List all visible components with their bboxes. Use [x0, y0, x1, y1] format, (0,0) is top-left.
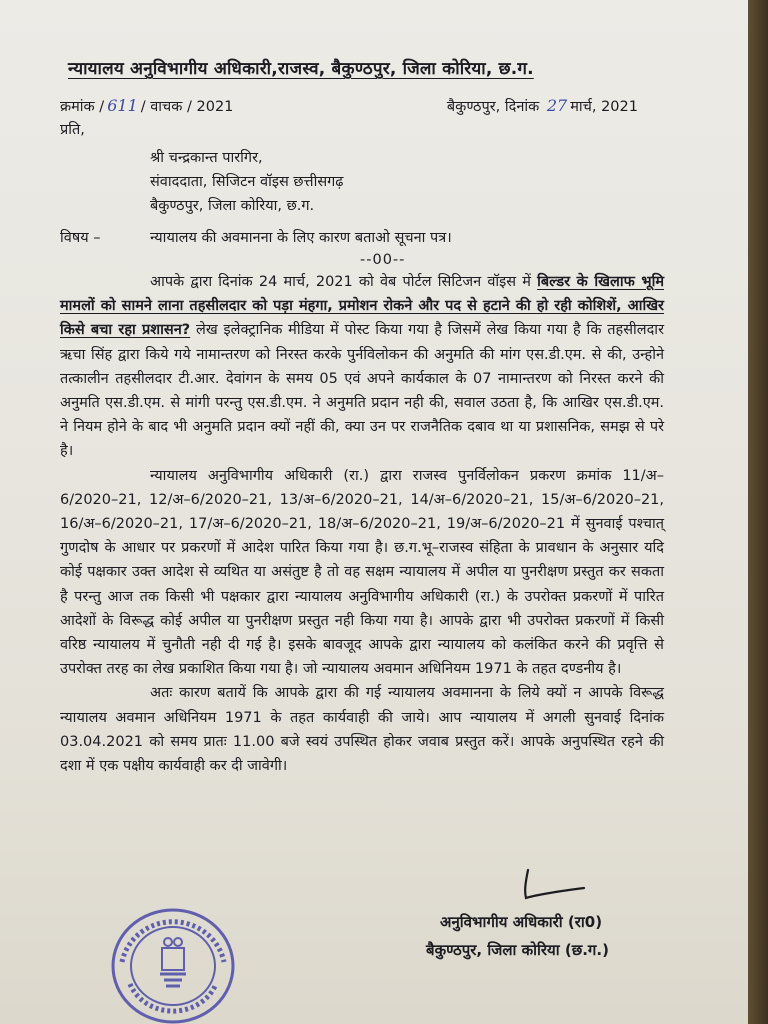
addressee-place: बैकुण्ठपुर, जिला कोरिया, छ.ग. — [150, 198, 315, 215]
to-label: प्रति, — [60, 122, 85, 138]
page-edge-background — [748, 0, 768, 1024]
signatory-designation: अनुविभागीय अधिकारी (रा0) — [440, 913, 603, 931]
addressee-name: श्री चन्द्रकान्त पारगिर, — [150, 150, 263, 166]
signature-mark — [512, 866, 602, 916]
subject-label: विषय – — [60, 230, 101, 246]
addressee-designation: संवाददाता, सिजिटन वॉइस छत्तीसगढ़ — [150, 174, 344, 191]
reference-prefix: क्रमांक / — [60, 99, 105, 115]
subject-separator: --00-- — [360, 252, 406, 268]
date-day: 27 — [546, 96, 568, 115]
reference-line — [60, 94, 233, 119]
date-prefix: बैकुण्ठपुर, दिनांक — [446, 99, 540, 115]
reference-suffix: / वाचक / 2021 — [140, 99, 234, 115]
reference-number: 611 — [107, 96, 138, 115]
paragraph-1-intro: आपके द्वारा दिनांक 24 मार्च, 2021 को वेब पोर्टल सिटिजन वॉइस में — [150, 274, 538, 290]
date-suffix: मार्च, 2021 — [570, 99, 638, 115]
paragraph-2: न्यायालय अनुविभागीय अधिकारी (रा.) द्वारा राजस्व पुनर्विलोकन प्रकरण क्रमांक 11/अ–6/2020–21, 12/अ–6/2020–21, 13/अ–6/2020–21, 14/अ–6/2020–21, 15/अ–6/2020–21, 16/अ–6/2020–21, 17/अ–6/2020–21, 18/अ–6/2020–21, 19/अ–6/2020–21 में सुनवाई पश्चात् गुणदोष के आधार पर प्रकरणों में आदेश पारित किया गया है। छ.ग.भू–राजस्व संहिता के प्रावधान के अनुसार यदि कोई पक्षकार उक्त आदेश से व्यथित या असंतुष्ट है तो वह सक्षम न्यायालय में अपील या पुनरीक्षण प्रस्तुत कर सकता है परन्तु आज तक किसी भी पक्षकार द्वारा न्यायालय अनुविभागीय अधिकारी (रा.) के उपरोक्त प्रकरणों में पारित आदेशों के विरूद्ध कोई अपील या पुनरीक्षण प्रस्तुत नही किया गया है। आपके द्वारा भी उपरोक्त प्रकरणों में किसी वरिष्ठ न्यायालय में चुनौती नही दी गई है। इसके बावजूद आपके द्वारा न्यायालय को कलंकित करने की प्रवृत्ति से उपरोक्त तरह का लेख प्रकाशित किया गया है। जो न्यायालय अवमान अधिनियम 1971 के तहत दण्डनीय है। — [60, 467, 664, 678]
paragraph-1 — [60, 270, 664, 464]
paragraph-3: अतः कारण बतायें कि आपके द्वारा की गई न्यायालय अवमानना के लिये क्यों न आपके विरूद्ध न्यायालय अवमान अधिनियम 1971 के तहत कार्यवाही की जाये। आप न्यायालय में अगली सुनवाई दिनांक 03.04.2021 को समय प्रातः 11.00 बजे स्वयं उपस्थित होकर जवाब प्रस्तुत करें। आपके अनुपस्थित रहने की दशा में एक पक्षीय कार्यवाही कर दी जावेगी। — [60, 685, 664, 775]
subject-text: न्यायालय की अवमानना के लिए कारण बताओ सूचना पत्र। — [150, 230, 452, 246]
official-seal-icon — [108, 902, 238, 1024]
signatory-place: बैकुण्ठपुर, जिला कोरिया (छ.ग.) — [426, 941, 609, 959]
office-header: न्यायालय अनुविभागीय अधिकारी,राजस्व, बैकुण्ठपुर, जिला कोरिया, छ.ग. — [68, 59, 534, 79]
article-headline: बिल्डर के खिलाफ भूमि मामलों को सामने लाना तहसीलदार को पड़ा मंहगा, प्रमोशन रोकने और पद से हटाने की हो रही कोशिशें, आखिर किसे बचा रहा प्रशासन? — [60, 274, 665, 339]
date-line — [447, 94, 638, 119]
letter-body — [60, 270, 664, 778]
addressee-block — [150, 146, 343, 219]
paragraph-1-rest: लेख इलेक्ट्रानिक मीडिया में पोस्ट किया गया है जिसमें लेख किया गया है कि तहसीलदार ऋचा सिंह द्वारा किये गये नामान्तरण को निरस्त करके पुर्नविलोकन की अनुमति की मांग एस.डी.एम. से की, उन्होने तत्कालीन तहसीलदार टी.आर. देवांगन के समय 05 एवं अपने कार्यकाल के 07 नामान्तरण को निरस्त करने की अनुमति एस.डी.एम. से मांगी परन्तु एस.डी.एम. ने अनुमति प्रदान नही की, सवाल उठता है, कि आखिर एस.डी.एम. ने नियम होने के बाद भी अनुमति प्रदान क्यों नहीं की, क्या उन पर राजनैतिक दबाव था या प्रशासनिक, समझ से परे है। — [60, 322, 664, 460]
